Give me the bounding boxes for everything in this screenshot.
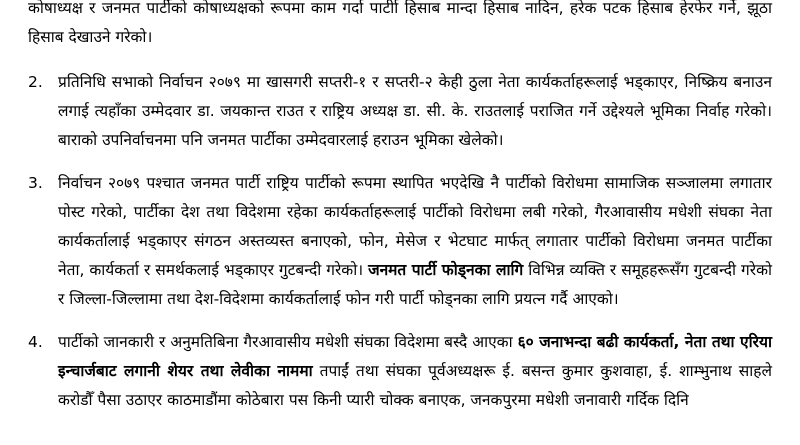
paragraph-2 bbox=[28, 68, 772, 155]
paragraph-3 bbox=[28, 169, 772, 314]
paragraph-bold-run: जनमत पार्टी फोड्नका लागि bbox=[368, 261, 524, 279]
paragraph-text: निर्वाचन २०७९ पश्चात जनमत पार्टी राष्ट्रिय पार्टीको रूपमा स्थापित भएदेखि नै पार्टीको विरोधमा सामाजिक सञ्जालमा लगातार पोस्ट गरेको, पार्टीका देश तथा विदेशमा रहेका कार्यकर्ताहरूलाई पार्टीको विरोधमा लबी गरेको, गैरआवासीय मधेशी संघका नेता कार्यकर्तालाई भड्काएर संगठन अस्तव्यस्त बनाएको, फोन, मेसेज र भेटघाट मार्फत् लगातार पार्टीको विरोधमा जनमत पार्टीका नेता, कार्यकर्ता र समर्थकलाई भड्काएर गुटबन्दी गरेको। जनमत पार्टी फोड्नका लागि विभिन्न व्यक्ति र समूहहरूसँग गुटबन्दी गरेको र जिल्ला-जिल्लामा तथा देश-विदेशमा कार्यकर्तालाई फोन गरी पार्टी फोड्नका लागि प्रयत्न गर्दै आएको। bbox=[58, 174, 772, 308]
paragraph-4 bbox=[28, 328, 772, 415]
paragraph-number: 4. bbox=[28, 333, 43, 351]
paragraph-text: कोषाध्यक्ष र जनमत पार्टीको कोषाध्यक्षको रूपमा काम गर्दा पार्टीा हिसाब मान्दा हिसाब नादिन, हरेक पटक हिसाब हेरफेर गर्ने, झूठा हिसाब देखाउने गरेको। bbox=[28, 0, 772, 46]
paragraph-number: 2. bbox=[28, 73, 43, 91]
paragraph-text: पार्टीको जानकारी र अनुमतिबिना गैरआवासीय मधेशी संघका विदेशमा बस्दै आएका ६० जनाभन्दा बढी कार्यकर्ता, नेता तथा एरिया इन्चार्जबाट लगानी शेयर तथा लेवीका नाममा तपाईं तथा संघका पूर्वअध्यक्षरू ई. बसन्त कुमार कुशवाहा, ई. शाम्भुनाथ साहले करोडौँ पैसा उठाएर काठमाडौंमा कोठेबारा पस किनी प्यारी चोक्क बनाएक, जनकपुरमा मधेशी जनावारी गर्दिक दिनि bbox=[58, 333, 772, 409]
paragraph-bold-run: ६० जनाभन्दा बढी कार्यकर्ता, नेता तथा एरिया इन्चार्जबाट लगानी शेयर तथा लेवीका नाममा bbox=[58, 333, 772, 380]
paragraph-text: प्रतिनिधि सभाको निर्वाचन २०७९ मा खासगरी सप्तरी-१ र सप्तरी-२ केही ठुला नेता कार्यकर्ताहरूलाई भड्काएर, निष्क्रिय बनाउन लगाई त्यहाँका उम्मेदवार डा. जयकान्त राउत र राष्ट्रिय अध्यक्ष डा. सी. के. राउतलाई पराजित गर्ने उद्देश्यले भूमिका निर्वाह गरेको। बाराको उपनिर्वाचनमा पनि जनमत पार्टीका उम्मेदवारलाई हराउन भूमिका खेलेको। bbox=[58, 73, 772, 149]
paragraph-number: 3. bbox=[28, 174, 43, 192]
paragraph-1-continuation bbox=[28, 0, 772, 52]
document-body bbox=[28, 0, 772, 429]
